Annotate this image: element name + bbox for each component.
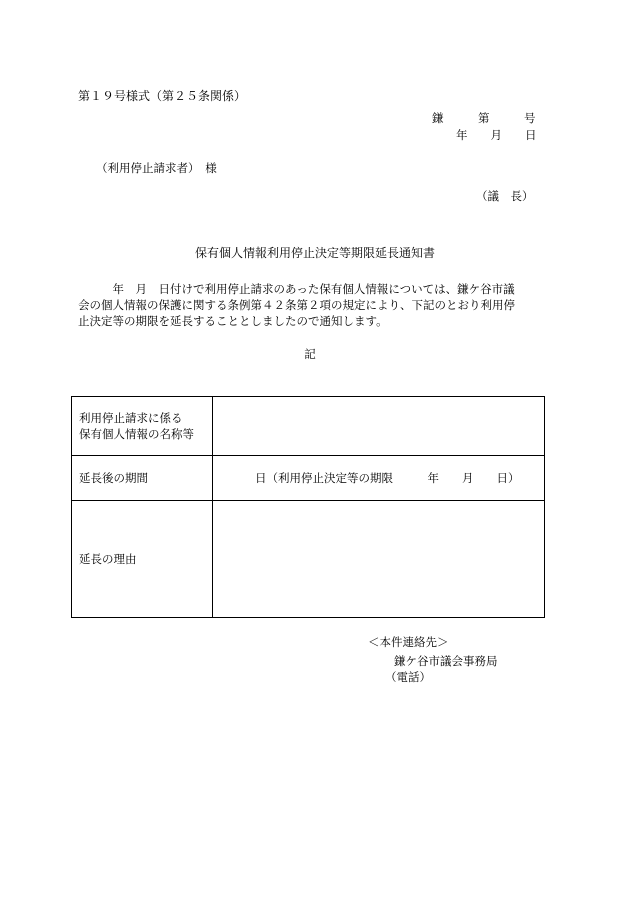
table-row xyxy=(72,456,545,501)
row-label-extended-period: 延長後の期間 xyxy=(72,456,213,501)
sender-line: （議 長） xyxy=(476,189,534,203)
contact-organization: 鎌ケ谷市議会事務局 xyxy=(394,654,498,668)
row-label-target-info xyxy=(72,397,213,456)
table-row xyxy=(72,501,545,618)
body-line: 会の個人情報の保護に関する条例第４２条第２項の規定により、下記のとおり利用停 xyxy=(78,298,515,312)
document-number: 鎌 第 号 xyxy=(432,111,536,125)
body-paragraph xyxy=(78,281,544,329)
contact-phone: （電話） xyxy=(385,670,431,684)
body-line: 年 月 日付けで利用停止請求のあった保有個人情報については、鎌ケ谷市議 xyxy=(78,282,515,296)
label-line: 保有個人情報の名称等 xyxy=(79,427,194,441)
row-value-reason xyxy=(213,501,545,618)
contact-heading: ＜本件連絡先＞ xyxy=(368,635,449,649)
label-line: 利用停止請求に係る xyxy=(79,411,183,425)
row-value-extended-period: 日（利用停止決定等の期限 年 月 日） xyxy=(213,456,545,501)
row-value-target-info xyxy=(213,397,545,456)
form-number: 第１９号様式（第２５条関係） xyxy=(78,89,247,103)
document-title: 保有個人情報利用停止決定等期限延長通知書 xyxy=(194,246,435,260)
recipient-line: （利用停止請求者） 様 xyxy=(96,161,217,175)
ki-marker: 記 xyxy=(304,347,316,361)
row-label-reason: 延長の理由 xyxy=(72,501,213,618)
details-table xyxy=(71,396,545,618)
document-date: 年 月 日 xyxy=(456,128,537,142)
body-line: 止決定等の期限を延長することとしましたので通知します。 xyxy=(78,314,388,328)
table-row xyxy=(72,397,545,456)
